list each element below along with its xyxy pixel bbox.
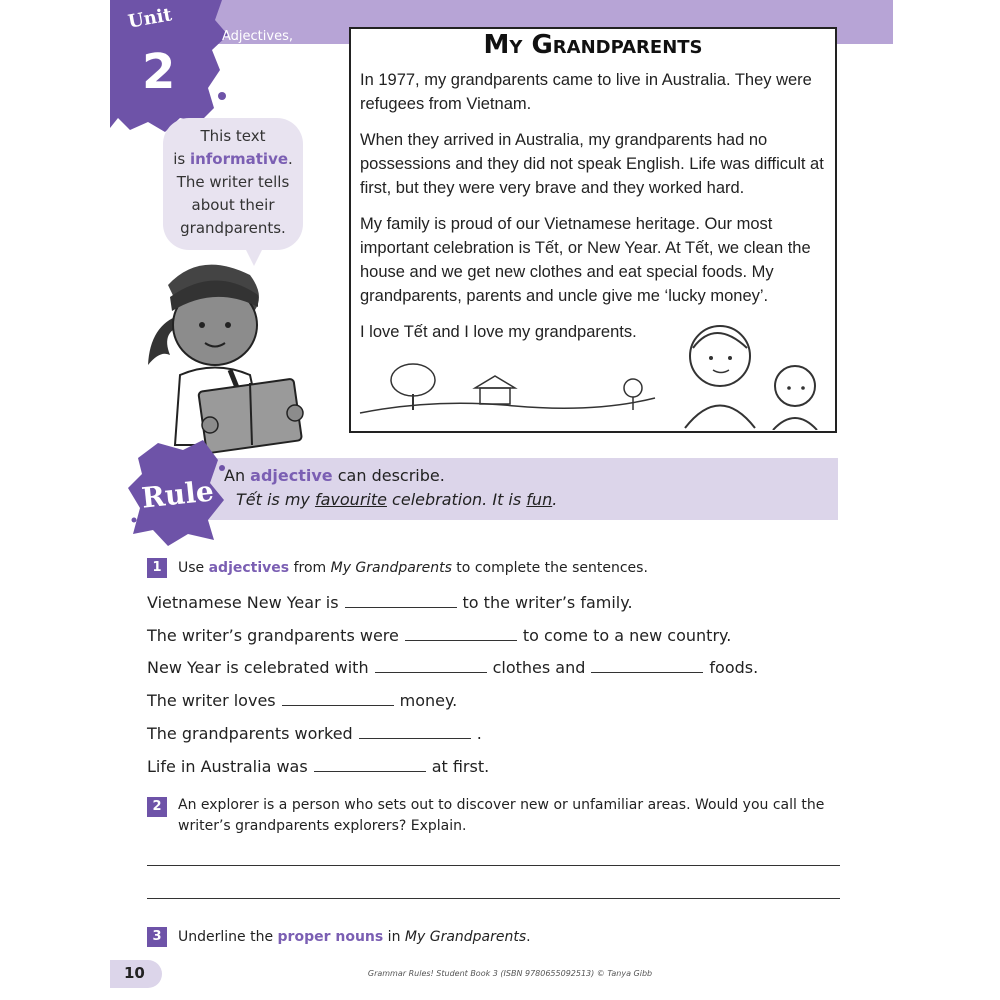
- question-1-instruction: Use adjectives from My Grandparents to complete the sentences.: [178, 560, 648, 576]
- bubble-line-1: This text: [200, 127, 266, 145]
- speech-bubble-text: [168, 125, 298, 240]
- landscape-illustration: [355, 318, 833, 430]
- rule-term: adjective: [250, 466, 333, 485]
- story-paragraph: I love Tết and I love my grandparents.: [360, 323, 637, 341]
- answer-blank[interactable]: [405, 626, 517, 641]
- answer-blank[interactable]: [345, 593, 457, 608]
- rule-badge-label: Rule: [140, 474, 216, 515]
- story-paragraph: My family is proud of our Vietnamese heritage. Our most important celebration is Tết, or New Year. At Tết, we clean the house and we get new clothes and eat special foods. My grandparents, parents and uncle give me ‘lucky money’.: [360, 215, 811, 305]
- question-3-number: 3: [147, 927, 167, 947]
- page-number: 10: [124, 964, 145, 982]
- answer-blank[interactable]: [314, 757, 426, 772]
- story-title: My Grandparents: [483, 30, 703, 60]
- answer-blank[interactable]: [359, 724, 471, 739]
- rule-example: Tết is my favourite celebration. It is fun.: [236, 490, 558, 509]
- girl-reading-illustration: [140, 255, 310, 455]
- rule-definition: An adjective can describe.: [224, 466, 445, 485]
- bubble-line-4: about their: [191, 196, 275, 214]
- sentence-6: Life in Australia was at first.: [147, 757, 490, 776]
- question-2-number: 2: [147, 797, 167, 817]
- unit-number: 2: [142, 44, 176, 100]
- answer-line[interactable]: [147, 865, 840, 866]
- sentence-5: The grandparents worked .: [147, 724, 482, 743]
- topic-line-2: clauses: [222, 46, 271, 61]
- unit-label: Unit: [126, 4, 174, 33]
- story-body: [360, 68, 830, 356]
- text-type-highlight: informative: [189, 150, 289, 168]
- bubble-line-2: is informative.: [173, 150, 293, 168]
- bubble-line-3: The writer tells: [176, 173, 290, 191]
- unit-topic: [222, 28, 332, 62]
- copyright-credit: Grammar Rules! Student Book 3 (ISBN 9780655092513) © Tanya Gibb: [367, 969, 653, 978]
- answer-blank[interactable]: [282, 691, 394, 706]
- question-2-instruction: An explorer is a person who sets out to discover new or unfamiliar areas. Would you call the writer’s grandparents explorers? Explain.: [178, 797, 825, 834]
- question-1-number: 1: [147, 558, 167, 578]
- sentence-1: Vietnamese New Year is to the writer’s family.: [147, 593, 633, 612]
- sentence-2: The writer’s grandparents were to come to a new country.: [147, 626, 732, 645]
- story-paragraph: When they arrived in Australia, my grandparents had no possessions and they did not speak English. Life was difficult at first, but they were very brave and they worked hard.: [360, 131, 824, 197]
- question-3-instruction: Underline the proper nouns in My Grandparents.: [178, 929, 531, 945]
- rule-badge: [128, 438, 228, 548]
- bubble-line-5: grandparents.: [180, 219, 286, 237]
- topic-line-1: Adjectives,: [222, 29, 293, 44]
- rule-text: [224, 464, 557, 512]
- story-paragraph: In 1977, my grandparents came to live in Australia. They were refugees from Vietnam.: [360, 71, 812, 113]
- sentence-4: The writer loves money.: [147, 691, 458, 710]
- answer-blank[interactable]: [591, 658, 703, 673]
- sentence-3: New Year is celebrated with clothes and foods.: [147, 658, 759, 677]
- answer-blank[interactable]: [375, 658, 487, 673]
- answer-line[interactable]: [147, 898, 840, 899]
